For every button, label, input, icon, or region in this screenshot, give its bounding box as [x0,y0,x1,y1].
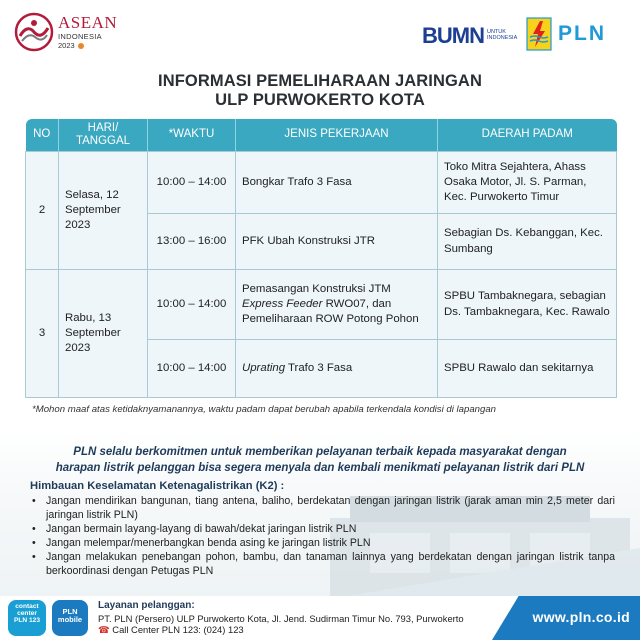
row-no: 3 [26,270,59,398]
list-item: • Jangan bermain layang-layang di bawah/dekat jaringan listrik PLN [32,522,357,535]
row-area: SPBU Tambaknegara, sebagian Ds. Tambaknegara, Kec. Rawalo [438,270,617,340]
disclaimer-note: *Mohon maaf atas ketidaknyamanannya, waktu padam dapat berubah apabila terkendala kondisi di lapangan [32,404,497,415]
row-time: 13:00 – 16:00 [148,214,236,270]
col-header-waktu: *WAKTU [148,119,236,152]
page-title [0,72,640,111]
customer-service-info [98,600,464,636]
list-item: • Jangan melakukan penebangan pohon, bambu, dan tanaman lainnya yang berdekatan dengan jaringan listrik tanpa berkoordinasi dengan Petugas PLN [32,550,615,577]
customer-service-heading: Layanan pelanggan: [98,600,195,611]
schedule-table [25,119,617,398]
pln-lightning-icon [526,17,552,51]
list-item: • Jangan mendirikan bangunan, tiang antena, baliho, berdekatan dengan jaringan listrik (jarak aman min 2,5 meter dari jaringan listrik PLN) [32,495,615,521]
website-link[interactable]: www.pln.co.id [532,609,630,625]
col-header-hari: HARI/ TANGGAL [59,119,148,152]
table-header-row [26,119,617,152]
row-no: 2 [26,152,59,270]
row-job: Bongkar Trafo 3 Fasa [236,152,438,214]
maintenance-schedule [25,119,616,398]
safety-heading: Himbauan Keselamatan Ketenagalistrikan (K2) : [30,480,285,492]
call-center: ☎ Call Center PLN 123: (024) 123 [98,624,244,636]
row-area: Sebagian Ds. Kebanggan, Kec. Sumbang [438,214,617,270]
bumn-tagline: UNTUK INDONESIA [487,29,518,41]
row-area: Toko Mitra Sejahtera, Ahass Osaka Motor, Jl. S. Parman, Kec. Purwokerto Timur [438,152,617,214]
table-row [26,152,617,214]
asean-subtitle: INDONESIA [58,32,102,41]
pln-wordmark: PLN [558,22,606,45]
contact-center-logo: contact center PLN 123 [8,600,46,636]
table-row [26,270,617,340]
office-address: PT. PLN (Persero) ULP Purwokerto Kota, Jl. Jend. Sudirman Timur No. 793, Purwokerto [98,612,464,624]
pln-mobile-logo: PLN mobile [52,600,88,636]
phone-icon: ☎ [98,624,110,636]
safety-list [30,495,615,579]
row-date: Rabu, 13 September 2023 [59,270,148,398]
row-job: Uprating Trafo 3 Fasa [236,340,438,398]
asean-logo [14,10,118,54]
row-time: 10:00 – 14:00 [148,340,236,398]
bumn-wordmark: BUMN [422,23,484,48]
row-job: Pemasangan Konstruksi JTM Express Feeder RWO07, dan Pemeliharaan ROW Potong Pohon [236,270,438,340]
pln-logo [526,17,606,51]
row-job: PFK Ubah Konstruksi JTR [236,214,438,270]
commitment-text: PLN selalu berkomitmen untuk memberikan pelayanan terbaik kepada masyarakat dengan harapan listrik pelanggan bisa segera menyala dan kembali menikmati pelayanan listrik dari PLN [55,446,585,475]
header [0,0,640,66]
col-header-jenis: JENIS PEKERJAAN [236,119,438,152]
title-line-2: ULP PURWOKERTO KOTA [215,91,425,110]
asean-year: 2023 [58,42,117,50]
info-section [0,430,640,600]
col-header-no: NO [26,119,59,152]
list-item: • Jangan melempar/menerbangkan benda asing ke jaringan listrik PLN [32,536,371,549]
row-time: 10:00 – 14:00 [148,152,236,214]
title-line-1: INFORMASI PEMELIHARAAN JARINGAN [158,72,482,90]
row-date: Selasa, 12 September 2023 [59,152,148,270]
row-area: SPBU Rawalo dan sekitarnya [438,340,617,398]
asean-emblem-icon [14,12,54,52]
asean-title: ASEAN [58,13,118,32]
col-header-daerah: DAERAH PADAM [438,119,617,152]
row-time: 10:00 – 14:00 [148,270,236,340]
bumn-logo [422,22,517,50]
